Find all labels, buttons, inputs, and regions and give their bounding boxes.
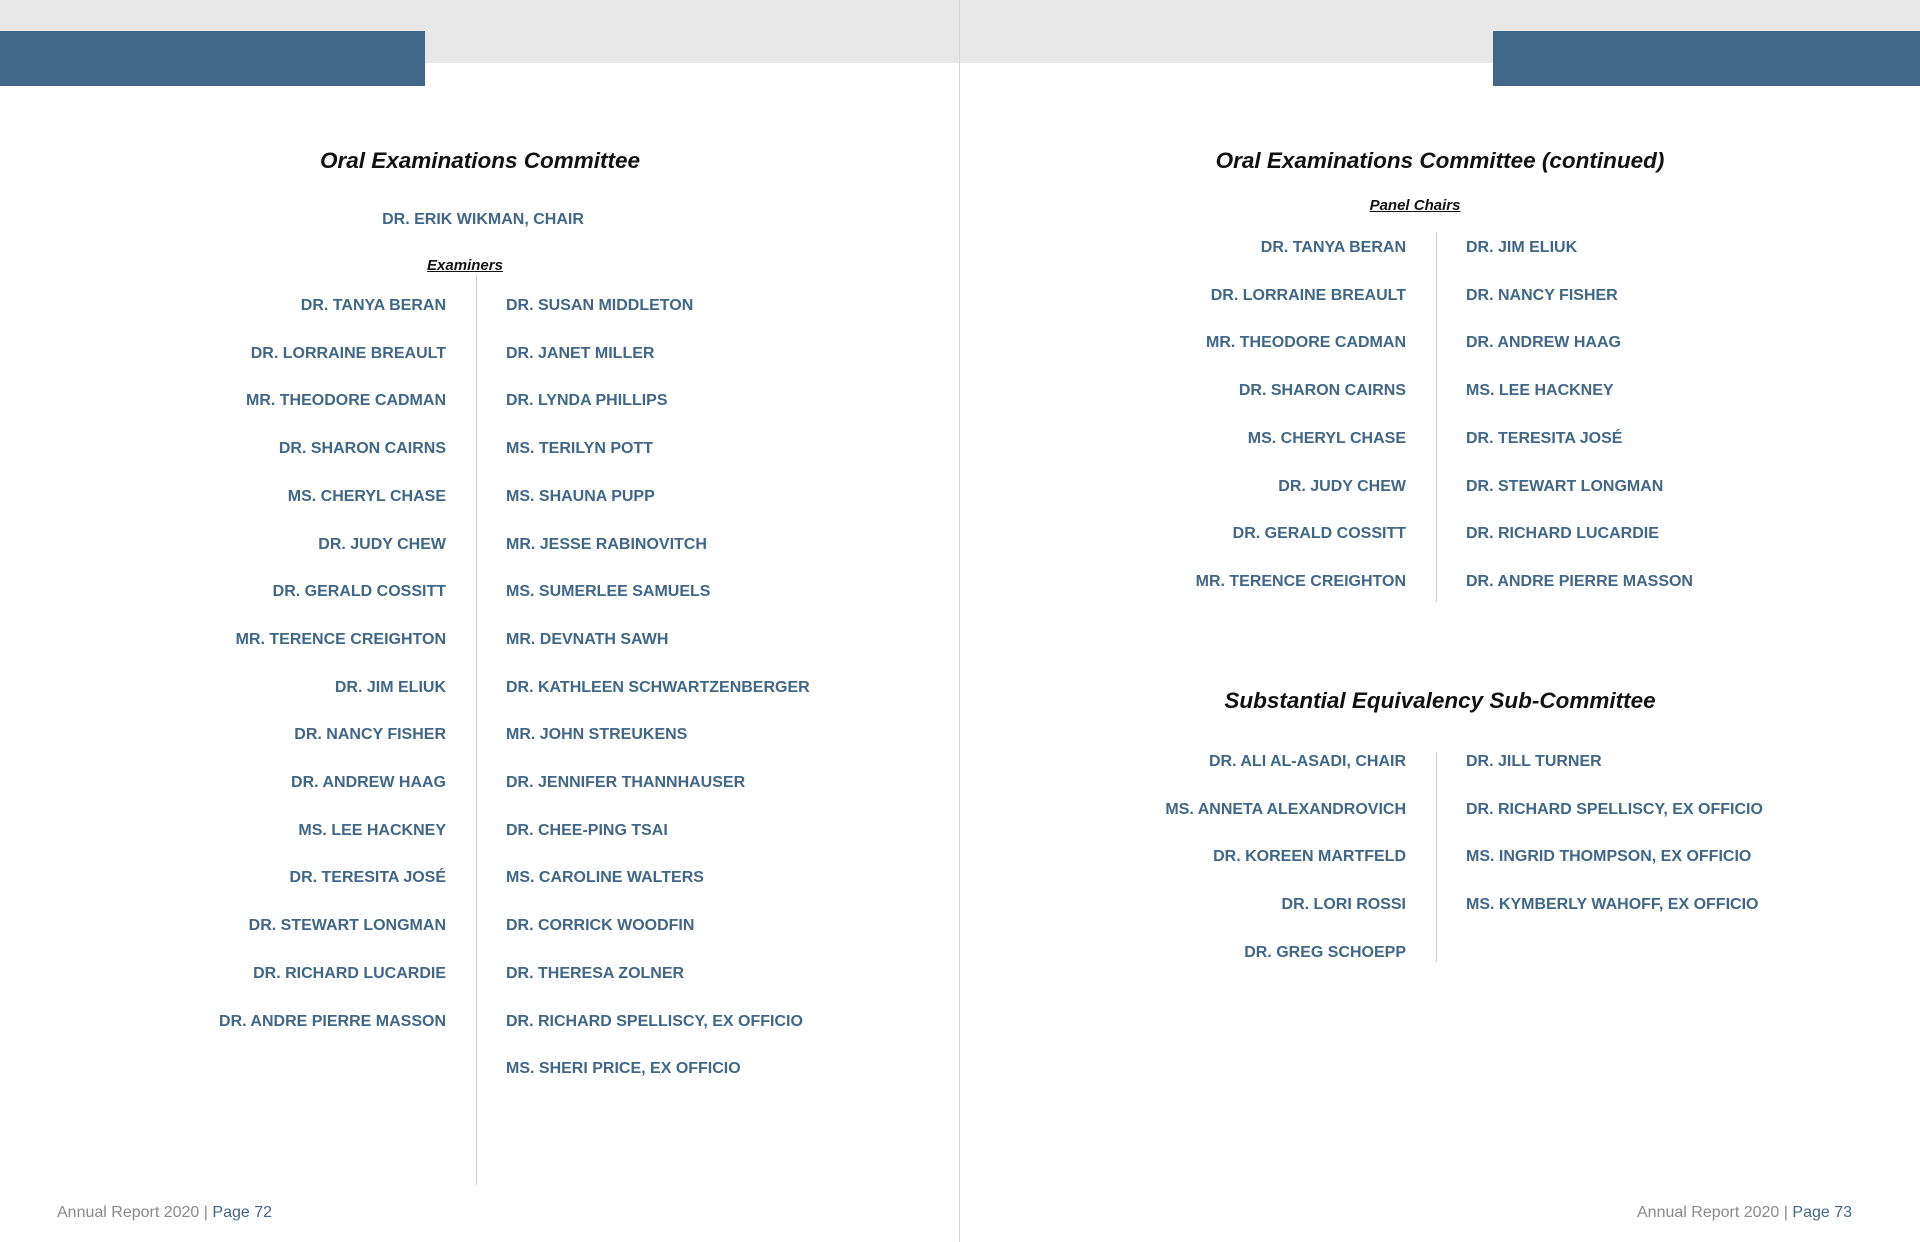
committee-chair: DR. ERIK WIKMAN, CHAIR [382,211,584,228]
committee-member-name: MS. ANNETA ALEXANDROVICH [1165,800,1406,818]
panel-chairs-column-1 [1000,238,1406,598]
footer-separator: | [1783,1204,1788,1221]
examiners-subheading: Examiners [427,257,503,274]
examiners-column-divider [476,275,477,1185]
committee-member-name: DR. KOREEN MARTFELD [1213,848,1406,866]
page-fold-divider [959,0,960,1242]
committee-member-name: DR. NANCY FISHER [1466,286,1618,304]
committee-member-name: DR. TERESITA JOSÉ [289,869,446,887]
examiners-column-1 [0,296,446,1056]
committee-member-name: MS. KYMBERLY WAHOFF, EX OFFICIO [1466,896,1759,914]
footer-page-number: Page 72 [212,1204,272,1221]
panel-chairs-divider [1436,232,1437,602]
committee-member-name: DR. SHARON CAIRNS [278,440,446,458]
committee-member-name: MR. TERENCE CREIGHTON [1195,572,1406,590]
committee-member-name: DR. ANDRE PIERRE MASSON [219,1012,446,1030]
sub-committee-column-2 [1466,752,1866,972]
panel-chairs-column-2 [1466,238,1866,598]
committee-member-name: DR. JUDY CHEW [318,535,446,553]
right-page-footer [1637,1204,1852,1222]
committee-member-name: MR. JOHN STREUKENS [506,726,688,744]
committee-member-name: DR. JENNIFER THANNHAUSER [506,774,746,791]
committee-member-name: DR. GERALD COSSITT [1232,525,1406,543]
committee-member-name: DR. SHARON CAIRNS [1238,382,1406,400]
examiners-column-2 [506,296,906,1096]
committee-member-name: DR. LORI ROSSI [1281,896,1406,914]
committee-member-name: MS. LEE HACKNEY [1466,382,1614,400]
committee-member-name: MR. JESSE RABINOVITCH [506,535,707,553]
committee-member-name: DR. GERALD COSSITT [272,583,446,601]
committee-member-name: DR. ANDRE PIERRE MASSON [1466,572,1693,590]
sub-committee-title: Substantial Equivalency Sub-Committee [1224,688,1656,713]
committee-member-name: DR. STEWART LONGMAN [248,917,446,935]
footer-report-label: Annual Report 2020 [1637,1204,1780,1221]
committee-member-name: DR. TANYA BERAN [1260,239,1406,256]
committee-member-name: MS. LEE HACKNEY [298,821,446,839]
committee-member-name: DR. JILL TURNER [1466,753,1602,770]
committee-member-name: MS. SHERI PRICE, EX OFFICIO [506,1060,741,1078]
committee-member-name: DR. THERESA ZOLNER [506,964,685,982]
committee-member-name: MS. INGRID THOMPSON, EX OFFICIO [1466,848,1752,866]
committee-member-name: DR. RICHARD SPELLISCY, EX OFFICIO [506,1012,803,1030]
committee-member-name: DR. LORRAINE BREAULT [1210,286,1406,304]
committee-member-name: DR. CHEE-PING TSAI [506,821,668,839]
committee-member-name: DR. RICHARD LUCARDIE [1466,525,1659,543]
committee-member-name: MR. THEODORE CADMAN [1206,334,1406,352]
committee-member-name: MS. CHERYL CHASE [287,487,446,505]
committee-member-name: DR. KATHLEEN SCHWARTZENBERGER [506,678,810,696]
committee-member-name: MS. SUMERLEE SAMUELS [506,583,711,601]
committee-member-name: MS. CHERYL CHASE [1247,429,1406,447]
committee-member-name: DR. RICHARD LUCARDIE [253,964,446,982]
footer-page-number: Page 73 [1792,1204,1852,1221]
committee-member-name: DR. SUSAN MIDDLETON [506,297,694,314]
footer-separator: | [203,1204,208,1221]
committee-member-name: DR. LORRAINE BREAULT [250,344,446,362]
right-page-title: Oral Examinations Committee (continued) [1215,148,1665,173]
committee-member-name: DR. JIM ELIUK [334,678,446,696]
committee-member-name: DR. RICHARD SPELLISCY, EX OFFICIO [1466,800,1763,818]
committee-member-name: DR. JUDY CHEW [1278,477,1406,495]
committee-member-name: MR. TERENCE CREIGHTON [235,630,446,648]
committee-member-name: DR. CORRICK WOODFIN [506,917,695,935]
left-header-bar [0,31,425,86]
committee-member-name: DR. JIM ELIUK [1466,239,1578,256]
committee-member-name: DR. STEWART LONGMAN [1466,477,1664,495]
committee-member-name: MS. CAROLINE WALTERS [506,869,704,887]
left-page-footer [57,1204,272,1222]
sub-committee-column-1 [1000,752,1406,972]
right-header-bar [1493,31,1920,86]
committee-member-name: MS. SHAUNA PUPP [506,487,655,505]
committee-member-name: DR. NANCY FISHER [294,726,446,744]
panel-chairs-subheading: Panel Chairs [1369,197,1461,214]
committee-member-name: DR. ANDREW HAAG [291,774,446,791]
committee-member-name: MR. THEODORE CADMAN [246,392,446,410]
committee-member-name: MS. TERILYN POTT [506,440,653,458]
committee-member-name: DR. TERESITA JOSÉ [1466,429,1623,447]
committee-member-name: DR. GREG SCHOEPP [1244,943,1406,961]
committee-member-name: DR. ALI AL-ASADI, CHAIR [1208,753,1406,770]
footer-report-label: Annual Report 2020 [57,1204,200,1221]
committee-member-name: DR. JANET MILLER [506,344,655,362]
committee-member-name: MR. DEVNATH SAWH [506,630,669,648]
left-page-title: Oral Examinations Committee [319,148,641,173]
committee-member-name: DR. ANDREW HAAG [1466,334,1621,352]
committee-member-name: DR. TANYA BERAN [300,297,446,314]
committee-member-name: DR. LYNDA PHILLIPS [506,392,668,410]
sub-committee-divider [1436,752,1437,962]
